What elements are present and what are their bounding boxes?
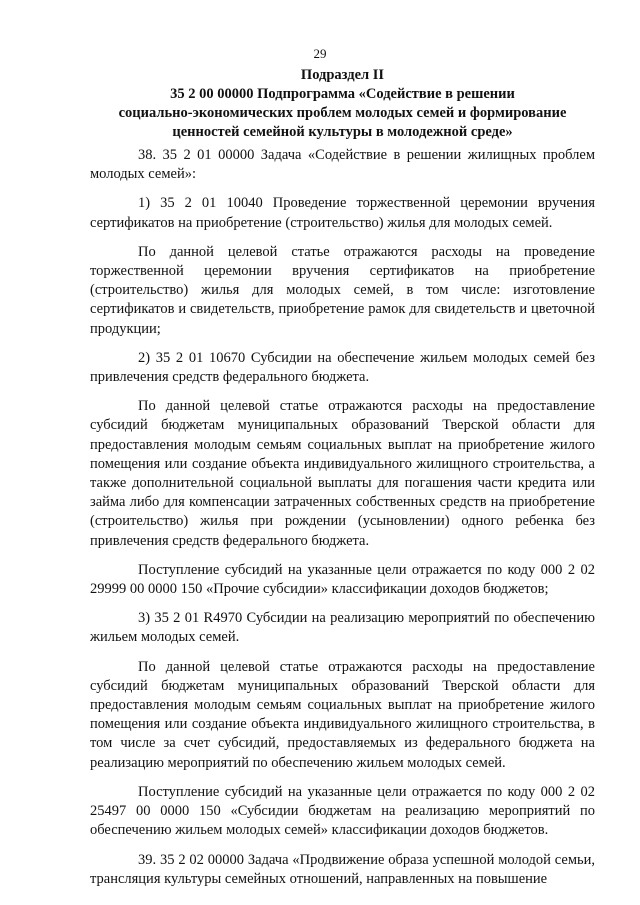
paragraph: 2) 35 2 01 10670 Субсидии на обеспечение жильем молодых семей без привлечения средств федерального бюджета. (90, 349, 595, 386)
paragraph: 38. 35 2 01 00000 Задача «Содействие в решении жилищных проблем молодых семей»: (90, 147, 595, 183)
section-heading (90, 66, 595, 142)
heading-line-2: 35 2 00 00000 Подпрограмма «Содействие в решении (170, 86, 515, 102)
page-number: 29 (313, 46, 327, 61)
paragraph: Поступление субсидий на указанные цели отражается по коду 000 2 02 29999 00 0000 150 «Прочие субсидии» классификации доходов бюджетов; (90, 561, 595, 598)
paragraph: По данной целевой статье отражаются расходы на проведение торжественной церемонии вручения сертификатов на приобретение (строительство) жилья для молодых семей, в том числе: изготовление сертификатов и свидетельств, приобретение рамок для свидетельств и цветочной продукции; (90, 243, 595, 337)
paragraph: 3) 35 2 01 R4970 Субсидии на реализацию мероприятий по обеспечению жильем молодых семей. (90, 610, 595, 646)
heading-line-3: социально-экономических проблем молодых семей и формирование (118, 105, 567, 121)
paragraph: Поступление субсидий на указанные цели отражается по коду 000 2 02 25497 00 0000 150 «Субсидии бюджетам на реализацию мероприятий по обеспечению жильем молодых семей» классификации доходов бюджетов. (90, 783, 595, 839)
heading-line-1: Подраздел II (300, 67, 385, 83)
paragraph: 1) 35 2 01 10040 Проведение торжественной церемонии вручения сертификатов на приобретение (строительство) жилья для молодых семей. (90, 195, 595, 231)
paragraph: По данной целевой статье отражаются расходы на предоставление субсидий бюджетам муниципальных образований Тверской области для предоставления молодым семьям социальных выплат на приобретение жилого помещения или создание объекта индивидуального жилищного строительства, в том числе за счет субсидий, предоставляемых из федерального бюджета на реализацию мероприятий по обеспечению жильем молодых семей. (90, 658, 595, 771)
paragraph: По данной целевой статье отражаются расходы на предоставление субсидий бюджетам муниципальных образований Тверской области для предоставления молодым семьям социальных выплат на приобретение жилого помещения или создание объекта индивидуального жилищного строительства, а также дополнительной социальной выплаты для погашения части кредита или займа либо для компенсации затраченных собственных средств на приобретение (строительство) жилья при рождении (усыновлении) одного ребенка без привлечения средств федерального бюджета. (90, 398, 595, 549)
heading-line-4: ценностей семейной культуры в молодежной среде» (172, 124, 513, 140)
document-body (90, 146, 595, 899)
paragraph: 39. 35 2 02 00000 Задача «Продвижение образа успешной молодой семьи, трансляция культуры семейных отношений, направленных на повышение (90, 851, 595, 887)
